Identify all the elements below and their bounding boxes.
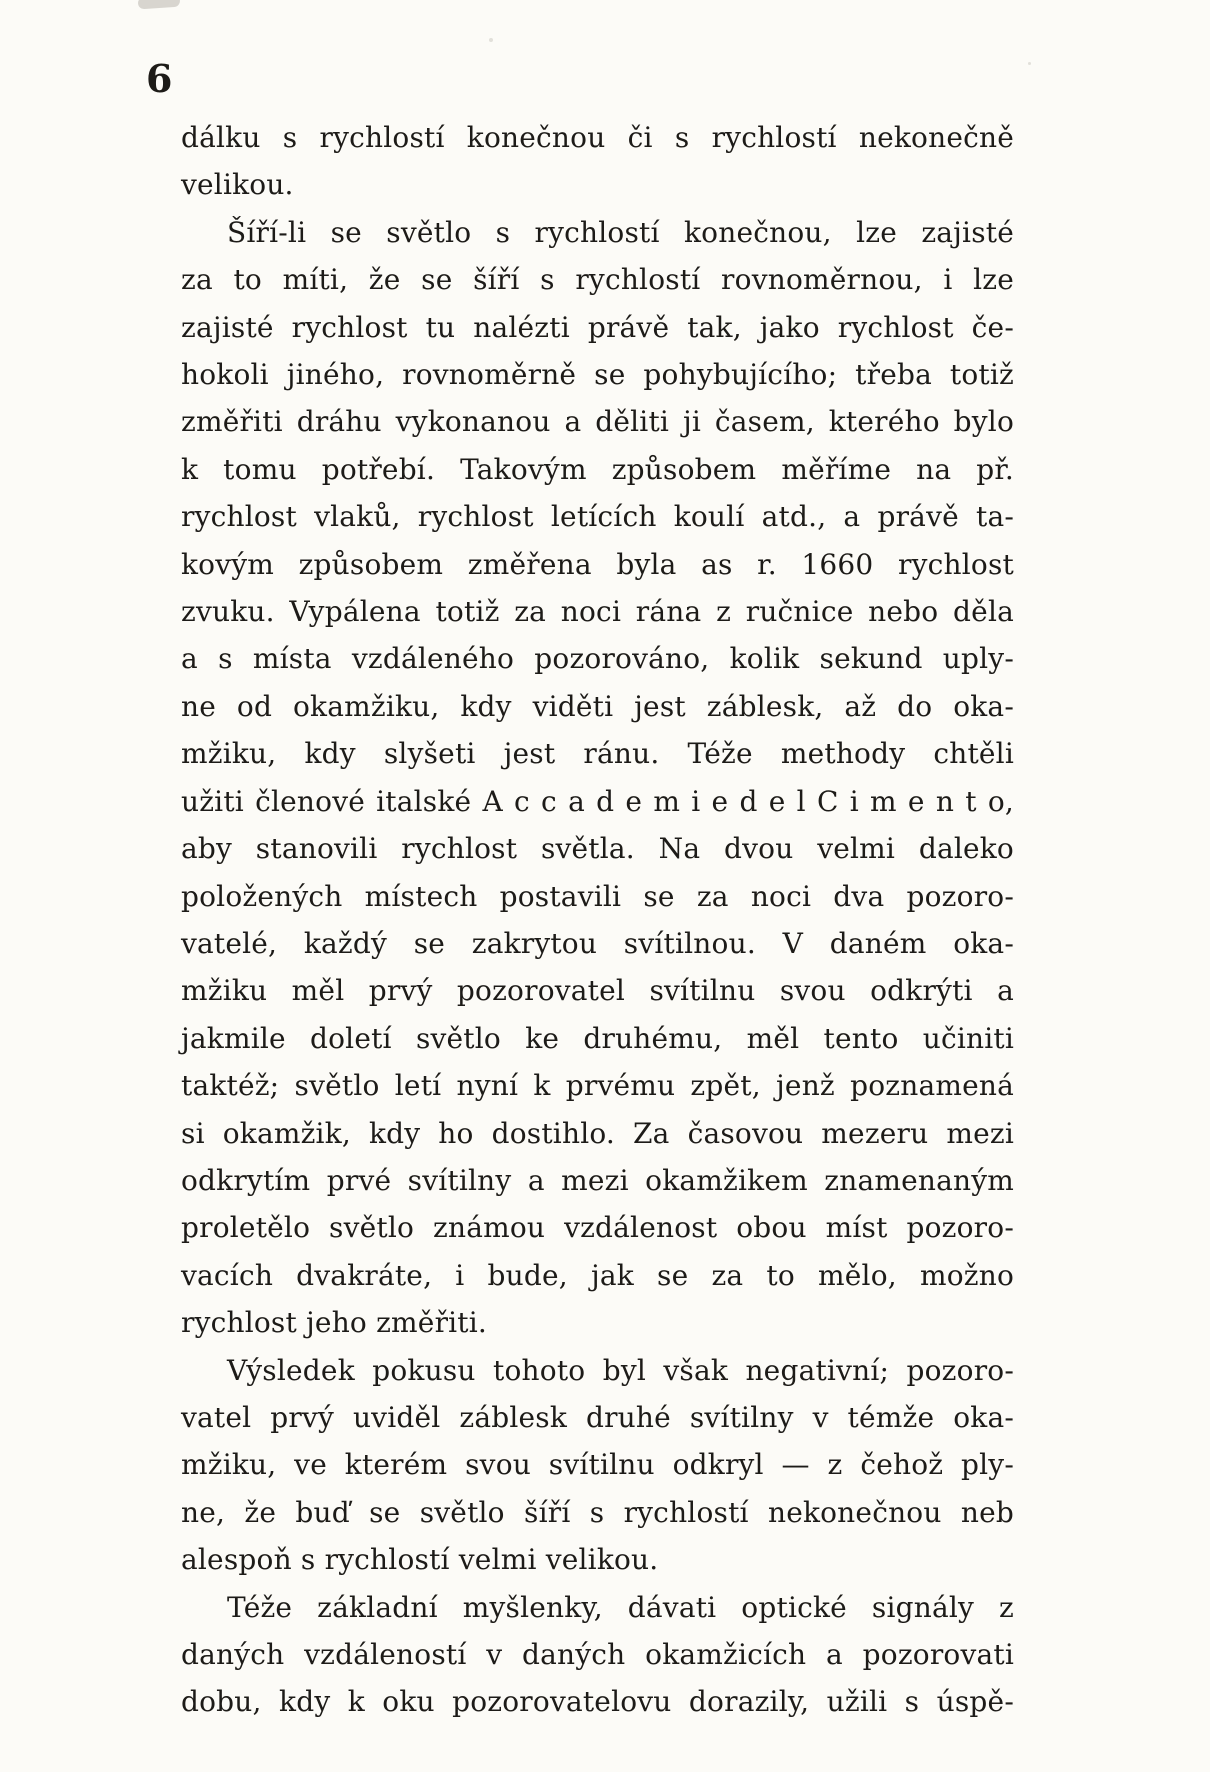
page-text-body (181, 114, 1014, 1726)
scan-speck (489, 38, 493, 42)
scan-speck (1028, 62, 1031, 65)
text-line: zajisté rychlost tu nalézti právě tak, jako rychlost če- (181, 310, 1014, 344)
text-line: zvuku. Vypálena totiž za noci rána z ručnice nebo děla (181, 595, 1014, 629)
text-line: taktéž; světlo letí nyní k prvému zpět, jenž poznamená (181, 1069, 1014, 1103)
text-line: rychlost vlaků, rychlost letících koulí atd., a právě ta- (181, 500, 1014, 534)
text-line: Výsledek pokusu tohoto byl však negativní; pozoro- (227, 1353, 1014, 1387)
text-line: změřiti dráhu vykonanou a děliti ji časem, kterého bylo (181, 405, 1014, 439)
text-line: kovým způsobem změřena byla as r. 1660 rychlost (181, 547, 1014, 581)
text-line: aby stanovili rychlost světla. Na dvou velmi daleko (181, 832, 1014, 866)
text-line: k tomu potřebí. Takovým způsobem měříme na př. (181, 452, 1014, 486)
text-line: velikou. (181, 168, 294, 202)
text-line: ne od okamžiku, kdy viděti jest záblesk, až do oka- (181, 689, 1014, 723)
text-line: proletělo světlo známou vzdálenost obou míst pozoro- (181, 1211, 1014, 1245)
text-line: za to míti, že se šíří s rychlostí rovnoměrnou, i lze (181, 263, 1014, 297)
text-line: užiti členové italské A c c a d e m i e d e l C i m e n t o, (181, 784, 1014, 818)
text-line: daných vzdáleností v daných okamžicích a pozorovati (181, 1638, 1014, 1671)
text-line: si okamžik, kdy ho dostihlo. Za časovou mezeru mezi (181, 1116, 1014, 1150)
text-line: mžiku, ve kterém svou svítilnu odkryl — z čehož ply- (181, 1448, 1014, 1482)
text-line: vatel prvý uviděl záblesk druhé svítilny v témže oka- (181, 1400, 1014, 1434)
page-number: 6 (146, 56, 174, 101)
text-line: a s místa vzdáleného pozorováno, kolik sekund uply- (181, 642, 1014, 676)
text-line: dobu, kdy k oku pozorovatelovu dorazily, užili s úspě- (181, 1685, 1014, 1719)
text-line: položených místech postavili se za noci dva pozoro- (181, 879, 1014, 913)
scan-smudge (138, 0, 181, 9)
text-line: Téže základní myšlenky, dávati optické signály z (227, 1590, 1014, 1624)
text-line: odkrytím prvé svítilny a mezi okamžikem znamenaným (181, 1163, 1014, 1197)
text-line: ne, že buď se světlo šíří s rychlostí nekonečnou neb (181, 1495, 1014, 1529)
text-line: mžiku měl prvý pozorovatel svítilnu svou odkrýti a (181, 974, 1014, 1008)
text-line: Šíří-li se světlo s rychlostí konečnou, lze zajisté (227, 215, 1014, 249)
text-line: dálku s rychlostí konečnou či s rychlostí nekonečně (181, 121, 1014, 154)
text-line: vatelé, každý se zakrytou svítilnou. V daném oka- (181, 926, 1014, 960)
text-line: hokoli jiného, rovnoměrně se pohybujícího; třeba totiž (181, 358, 1014, 392)
text-line: rychlost jeho změřiti. (181, 1306, 488, 1340)
text-line: alespoň s rychlostí velmi velikou. (181, 1543, 659, 1577)
text-line: jakmile doletí světlo ke druhému, měl tento učiniti (181, 1021, 1014, 1055)
text-line: vacích dvakráte, i bude, jak se za to mělo, možno (181, 1258, 1014, 1292)
text-line: mžiku, kdy slyšeti jest ránu. Téže methody chtěli (181, 737, 1014, 771)
